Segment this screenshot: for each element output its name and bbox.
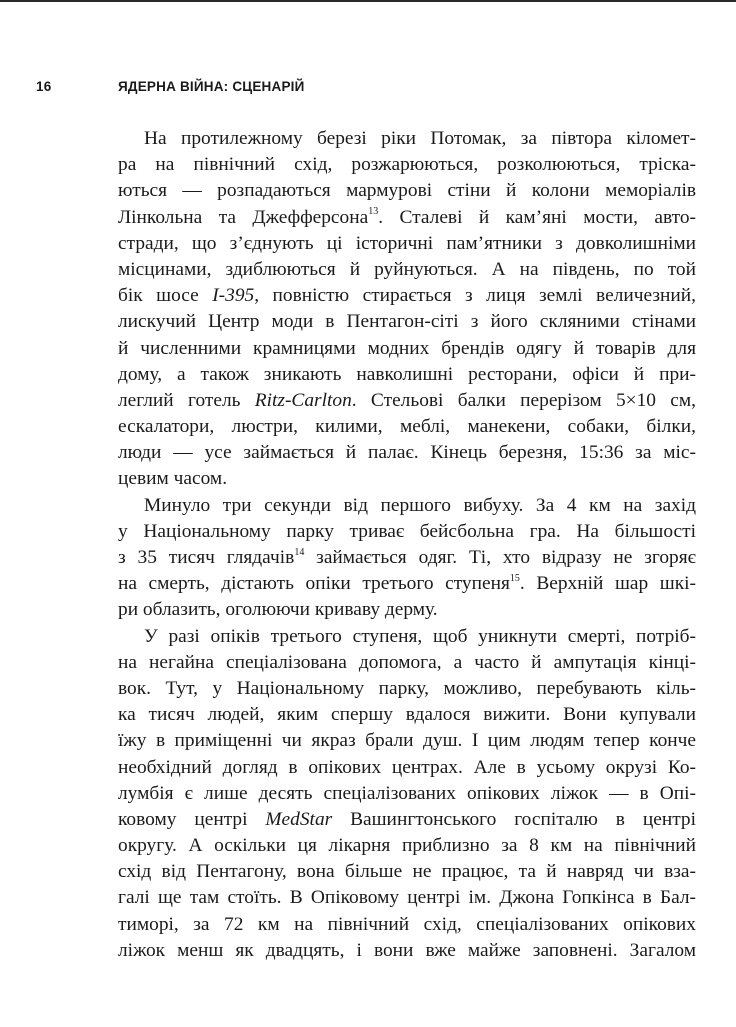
text-line: дому, а також зникають навколишні ресторани, офіси й при-	[118, 363, 696, 385]
text-line: лумбія є лише десять спеціалізованих опікових ліжок — в Опі-	[118, 782, 696, 804]
text-line: місцинами, здиблюються й руйнуються. А на південь, по той	[118, 258, 696, 280]
page-number: 16	[36, 78, 52, 94]
text-line: ри облазить, оголюючи криваву дерму.	[118, 599, 438, 621]
text-line: з 35 тисяч глядачів$^{14}$ займається одяг. Ті, хто відразу не згоряє	[118, 546, 696, 568]
text-line: ковому центрі MedStar Вашингтонського госпіталю в центрі	[118, 808, 696, 830]
paragraph	[118, 624, 696, 964]
paragraph	[118, 126, 696, 493]
text-line: схід від Пентагону, вона більше не працює, та й навряд чи вза-	[118, 861, 696, 883]
italic-term: I-395	[212, 285, 255, 307]
italic-term: MedStar	[265, 808, 333, 830]
running-head	[36, 76, 305, 96]
text-line: ються — розпадаються мармурові стіни й колони меморіалів	[118, 180, 696, 202]
footnote-ref[interactable]: 13	[368, 206, 379, 218]
footnote-ref[interactable]: 14	[294, 546, 305, 558]
text-line: галі ще там стоїть. В Опіковому центрі ім. Джона Гопкінса в Бал-	[118, 887, 696, 909]
footnote-ref[interactable]: 15	[509, 572, 520, 584]
text-line: ескалатори, люстри, килими, меблі, манекени, собаки, білки,	[118, 416, 696, 438]
paragraph	[118, 493, 696, 624]
text-line: у Національному парку триває бейсбольна гра. На більшості	[118, 520, 696, 542]
text-line: їжу в приміщенні чи якраз брали душ. І цим людям тепер конче	[118, 730, 696, 752]
text-line: тиморі, за 72 км на північний схід, спеціалізованих опікових	[118, 913, 696, 935]
text-line: необхідний догляд в опікових центрах. Але в усьому окрузі Ко-	[118, 756, 696, 778]
text-line: ліжок менш як двадцять, і вони вже майже заповнені. Загалом	[118, 939, 696, 961]
text-line: Минуло три секунди від першого вибуху. За 4 км на захід	[144, 494, 696, 516]
text-line: на смерть, дістають опіки третього ступеня$^{15}$. Верхній шар шкі-	[118, 572, 696, 595]
text-line: цевим часом.	[118, 468, 228, 490]
text-line: округу. А оскільки ця лікарня приблизно за 8 км на північний	[118, 835, 696, 857]
text-line: лискучий Центр моди в Пентагон-сіті з його скляними стінами	[118, 311, 696, 333]
body-text	[118, 126, 696, 964]
text-line: стради, що з’єднують ці історичні пам’ятники з довколишніми	[118, 232, 696, 254]
text-line: й численними крамницями модних брендів одягу й товарів для	[118, 337, 696, 359]
text-line: На протилежному березі ріки Потомак, за півтора кіломет-	[144, 128, 696, 149]
text-line: леглий готель Ritz-Carlton. Стельові балки перерізом 5×10 см,	[118, 389, 696, 411]
text-line: Лінкольна та Джефферсона$^{13}$. Сталеві й кам’яні мости, авто-	[118, 206, 696, 228]
text-line: бік шосе I-395, повністю стирається з лиця землі величезний,	[118, 285, 696, 307]
text-line: на негайна спеціалізована допомога, а часто й ампутація кінці-	[118, 651, 696, 673]
book-title: ЯДЕРНА ВІЙНА: СЦЕНАРІЙ	[118, 78, 305, 94]
italic-term: Ritz-Carlton	[254, 389, 352, 411]
top-rule	[0, 0, 736, 2]
text-line: ка тисяч людей, яким спершу вдалося вижити. Вони купували	[118, 704, 696, 726]
text-line: У разі опіків третього ступеня, щоб уникнути смерті, потріб-	[144, 625, 696, 647]
text-line: вок. Тут, у Національному парку, можливо, перебувають кіль-	[118, 677, 696, 699]
text-line: люди — усе займається й палає. Кінець березня, 15:36 за міс-	[118, 442, 696, 464]
text-line: ра на північний схід, розжарюються, розколюються, тріска-	[118, 154, 696, 176]
